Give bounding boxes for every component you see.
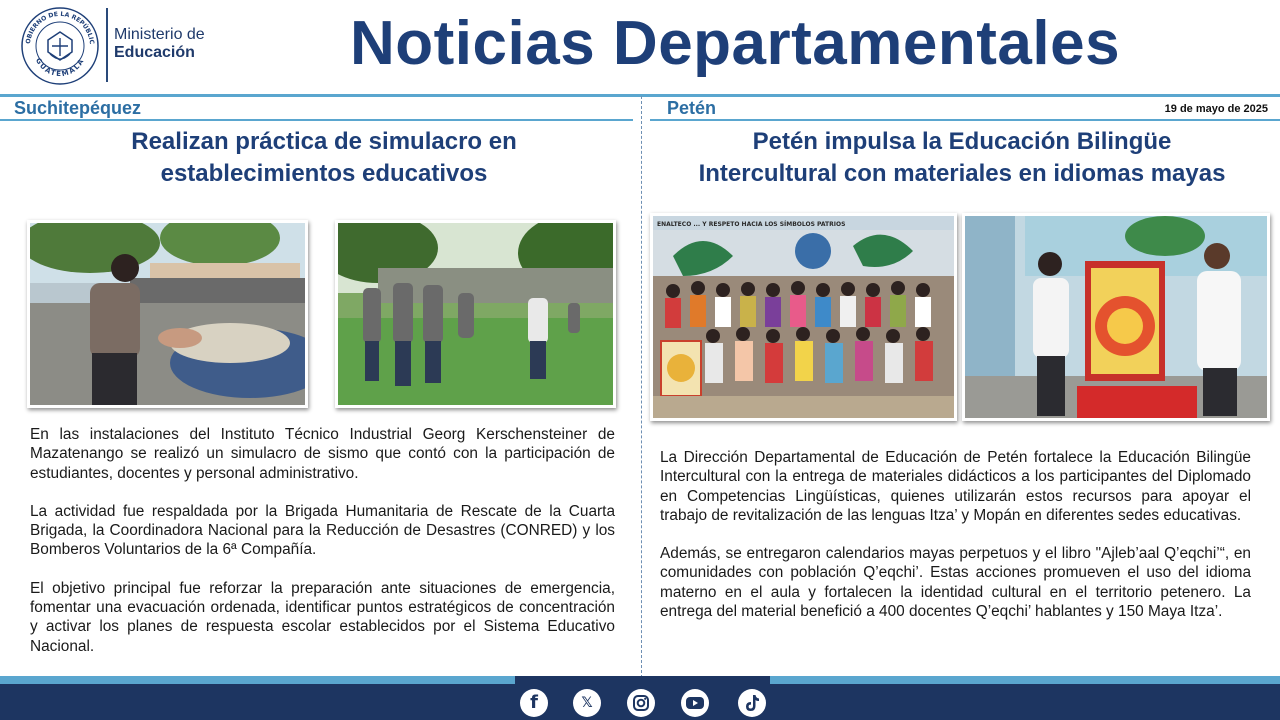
page-header	[0, 0, 1280, 94]
left-section-rule	[0, 119, 633, 121]
facebook-glyph: f	[530, 692, 538, 713]
instagram-icon[interactable]	[627, 689, 655, 717]
left-paragraph-1: En las instalaciones del Instituto Técnico Industrial Georg Kerschensteiner de Mazatenango se realizó un simulacro de sismo que contó con la participación de estudiantes, docentes y personal administrativo.	[30, 426, 615, 482]
left-article-body	[30, 425, 615, 675]
logo-divider	[106, 8, 108, 82]
photo-peten-group	[650, 213, 957, 421]
seal-text-bottom: GUATEMALA	[33, 56, 87, 79]
right-article-body	[660, 448, 1251, 640]
photo-banner-text: ENALTECO ... Y RESPETO HACIA LOS SÍMBOLOS PATRIOS	[657, 221, 846, 228]
x-glyph: 𝕏	[581, 695, 593, 711]
column-divider	[641, 96, 642, 678]
photo-peten-presentation	[962, 213, 1270, 421]
guatemala-seal-logo	[20, 6, 100, 86]
right-paragraph-2: Además, se entregaron calendarios mayas perpetuos y el libro "Ajleb’aal Q’eqchi’“, en comunidades con población Q’eqchi’. Estas acciones promueven el uso del idioma materno en el aula y fortalecen la identidad cultural en el territorio petenero. La entrega del material benefició a 400 docentes Q’eqchi’ hablantes y 150 Maya Itza’.	[660, 545, 1251, 621]
left-headline-line-1: Realizan práctica de simulacro en	[131, 128, 517, 155]
youtube-icon[interactable]	[681, 689, 709, 717]
footer-accent-right	[770, 676, 1280, 684]
photo-simulacro-injured	[27, 220, 308, 408]
left-headline-line-2: establecimientos educativos	[160, 160, 488, 187]
right-headline-line-2: Intercultural con materiales en idiomas mayas	[698, 160, 1226, 187]
left-headline	[14, 126, 634, 190]
right-section-rule	[650, 119, 1280, 121]
facebook-icon[interactable]	[520, 689, 548, 717]
tiktok-icon[interactable]	[738, 689, 766, 717]
x-icon[interactable]	[573, 689, 601, 717]
photo-simulacro-students	[335, 220, 616, 408]
right-department-label: Petén	[667, 98, 717, 118]
right-headline	[652, 126, 1272, 190]
publication-date: 19 de mayo de 2025	[1164, 103, 1268, 115]
footer-accent-left	[0, 676, 515, 684]
ministry-line-1: Ministerio de	[114, 26, 205, 43]
header-rule	[0, 94, 1280, 97]
ministry-line-2: Educación	[114, 44, 195, 61]
left-paragraph-3: El objetivo principal fue reforzar la preparación ante situaciones de emergencia, fomentar una evacuación ordenada, identificar puntos estratégicos de concentración y activar los planes de respuesta escolar establecidos por el Sistema Educativo Nacional.	[30, 579, 615, 655]
seal-text-top: OBIERNO DE LA REPÚBLIC	[25, 10, 95, 45]
right-headline-line-1: Petén impulsa la Educación Bilingüe	[752, 128, 1172, 155]
page-title: Noticias Departamentales	[350, 9, 1121, 78]
left-department-label: Suchitepéquez	[14, 98, 142, 118]
left-paragraph-2: La actividad fue respaldada por la Brigada Humanitaria de Rescate de la Cuarta Brigada, la Coordinadora Nacional para la Reducción de Desastres (CONRED) y los Bomberos Voluntarios de la 6ª Compañía.	[30, 502, 615, 559]
ministry-name	[114, 26, 205, 62]
right-paragraph-1: La Dirección Departamental de Educación de Petén fortalece la Educación Bilingüe Intercultural con la entrega de materiales didácticos a los participantes del Diplomado en Competencias Lingüísticas, quienes utilizarán estos recursos para apoyar el trabajo de revitalización de las lenguas Itza’ y Mopán en diferentes sedes educativas.	[660, 449, 1251, 524]
footer-tab	[515, 676, 770, 684]
